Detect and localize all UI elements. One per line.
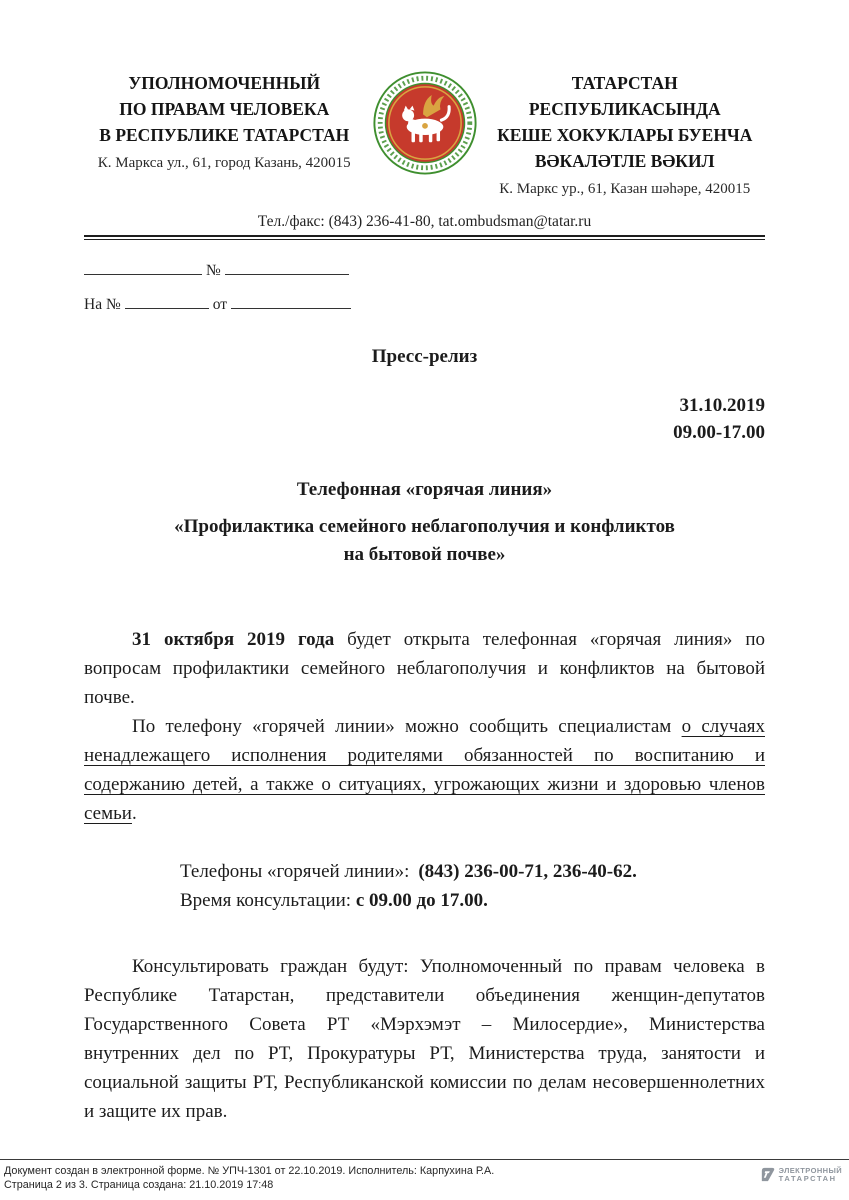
- org-name-russian: [80, 70, 369, 172]
- footer-meta-line1: Документ создан в электронной форме. № УПЧ-1301 от 22.10.2019. Исполнитель: Карпухина Р.А.: [4, 1165, 495, 1177]
- footer-meta-line2: Страница 2 из 3. Страница создана: 21.10.2019 17:48: [4, 1179, 274, 1191]
- electronic-tatarstan-icon: [759, 1166, 776, 1183]
- coat-of-arms-of-tatarstan-icon: [371, 70, 479, 176]
- org-name-tatar: [481, 70, 770, 198]
- ref-number-label: №: [206, 262, 221, 279]
- paragraph-topics: [84, 712, 765, 828]
- org-tt-line3: ВӘКАЛӘТЛЕ ВӘКИЛ: [534, 151, 715, 171]
- ref-on-number-label: На №: [84, 296, 121, 313]
- hotline-time-label: Время консультации:: [180, 890, 356, 911]
- logo-text-line2: ТАТАРСТАН: [778, 1173, 837, 1183]
- footer-meta: [4, 1164, 494, 1192]
- ref-from-label: от: [212, 296, 228, 313]
- paragraph-consultants: Консультировать граждан будут: Уполномоченный по правам человека в Республике Татарстан, представители объединения женщин-депутатов Государственного Совета РТ «Мэрхэмэт – Милосердие», Министерства внутренних дел по РТ, Прокуратуры РТ, Министерства труда, занятости и социальной защиты РТ, Республиканской комиссии по делам несовершеннолетних и защите их прав.: [84, 956, 765, 1122]
- event-datetime: [84, 392, 765, 446]
- hotline-time-line: [84, 886, 765, 915]
- contact-line: Тел./факс: (843) 236-41-80, tat.ombudsman@tatar.ru: [257, 213, 592, 230]
- hotline-details: [84, 857, 765, 915]
- org-ru-line2: ПО ПРАВАМ ЧЕЛОВЕКА: [119, 99, 330, 119]
- org-ru-line3: В РЕСПУБЛИКЕ ТАТАРСТАН: [99, 125, 350, 145]
- ref-date-blank: [84, 260, 202, 275]
- org-ru-line1: УПОЛНОМОЧЕННЫЙ: [128, 73, 321, 93]
- org-tt-address: К. Маркс ур., 61, Казан шәһәре, 420015: [499, 181, 751, 197]
- ref-from-blank: [231, 294, 351, 309]
- title-line2: «Профилактика семейного неблагополучия и конфликтов: [174, 516, 675, 537]
- hotline-phones-line: [84, 857, 765, 886]
- announcement-date-bold: 31 октября 2019 года: [132, 629, 335, 650]
- announcement-rest: будет открыта телефонная «горячая линия» по вопросам профилактики семейного неблагополучия и конфликтов на бытовой почве.: [84, 629, 765, 708]
- ref-row-incoming: [84, 294, 765, 320]
- paragraph-announcement: [84, 625, 765, 712]
- title-line1: Телефонная «горячая линия»: [296, 479, 553, 500]
- org-tt-line2: КЕШЕ ХОКУКЛАРЫ БУЕНЧА: [497, 125, 753, 145]
- event-date: 31.10.2019: [679, 395, 765, 416]
- title-line3: на бытовой почве»: [343, 544, 506, 565]
- ref-row-outgoing: [84, 260, 765, 286]
- reference-block: [84, 260, 765, 320]
- org-tt-line1: ТАТАРСТАН РЕСПУБЛИКАСЫНДА: [528, 73, 721, 119]
- letterhead: [80, 70, 769, 198]
- org-ru-address: К. Маркса ул., 61, город Казань, 420015: [97, 155, 351, 171]
- ref-on-number-blank: [125, 294, 209, 309]
- topics-underlined: о случаях ненадлежащего исполнения родителями обязанностей по воспитанию и содержанию детей, а также о ситуациях, угрожающих жизни и здоровью членов семьи: [84, 716, 765, 824]
- header-divider: [84, 235, 765, 240]
- event-time: 09.00-17.00: [673, 422, 765, 443]
- document-title: [0, 476, 849, 569]
- topics-end: .: [131, 803, 137, 824]
- hotline-phones-value: (843) 236-00-71, 236-40-62.: [418, 861, 637, 882]
- logo-text-line1: ЭЛЕКТРОННЫЙ: [778, 1165, 842, 1175]
- document-body: [84, 625, 765, 1126]
- electronic-tatarstan-logo: [759, 1166, 842, 1183]
- document-kind-heading: Пресс-релиз: [371, 346, 478, 367]
- hotline-phones-label: Телефоны «горячей линии»:: [180, 861, 410, 882]
- page-footer: [0, 1159, 849, 1200]
- topics-start: По телефону «горячей линии» можно сообщить специалистам: [132, 716, 682, 737]
- ref-number-blank: [225, 260, 349, 275]
- hotline-time-value: с 09.00 до 17.00.: [355, 890, 488, 911]
